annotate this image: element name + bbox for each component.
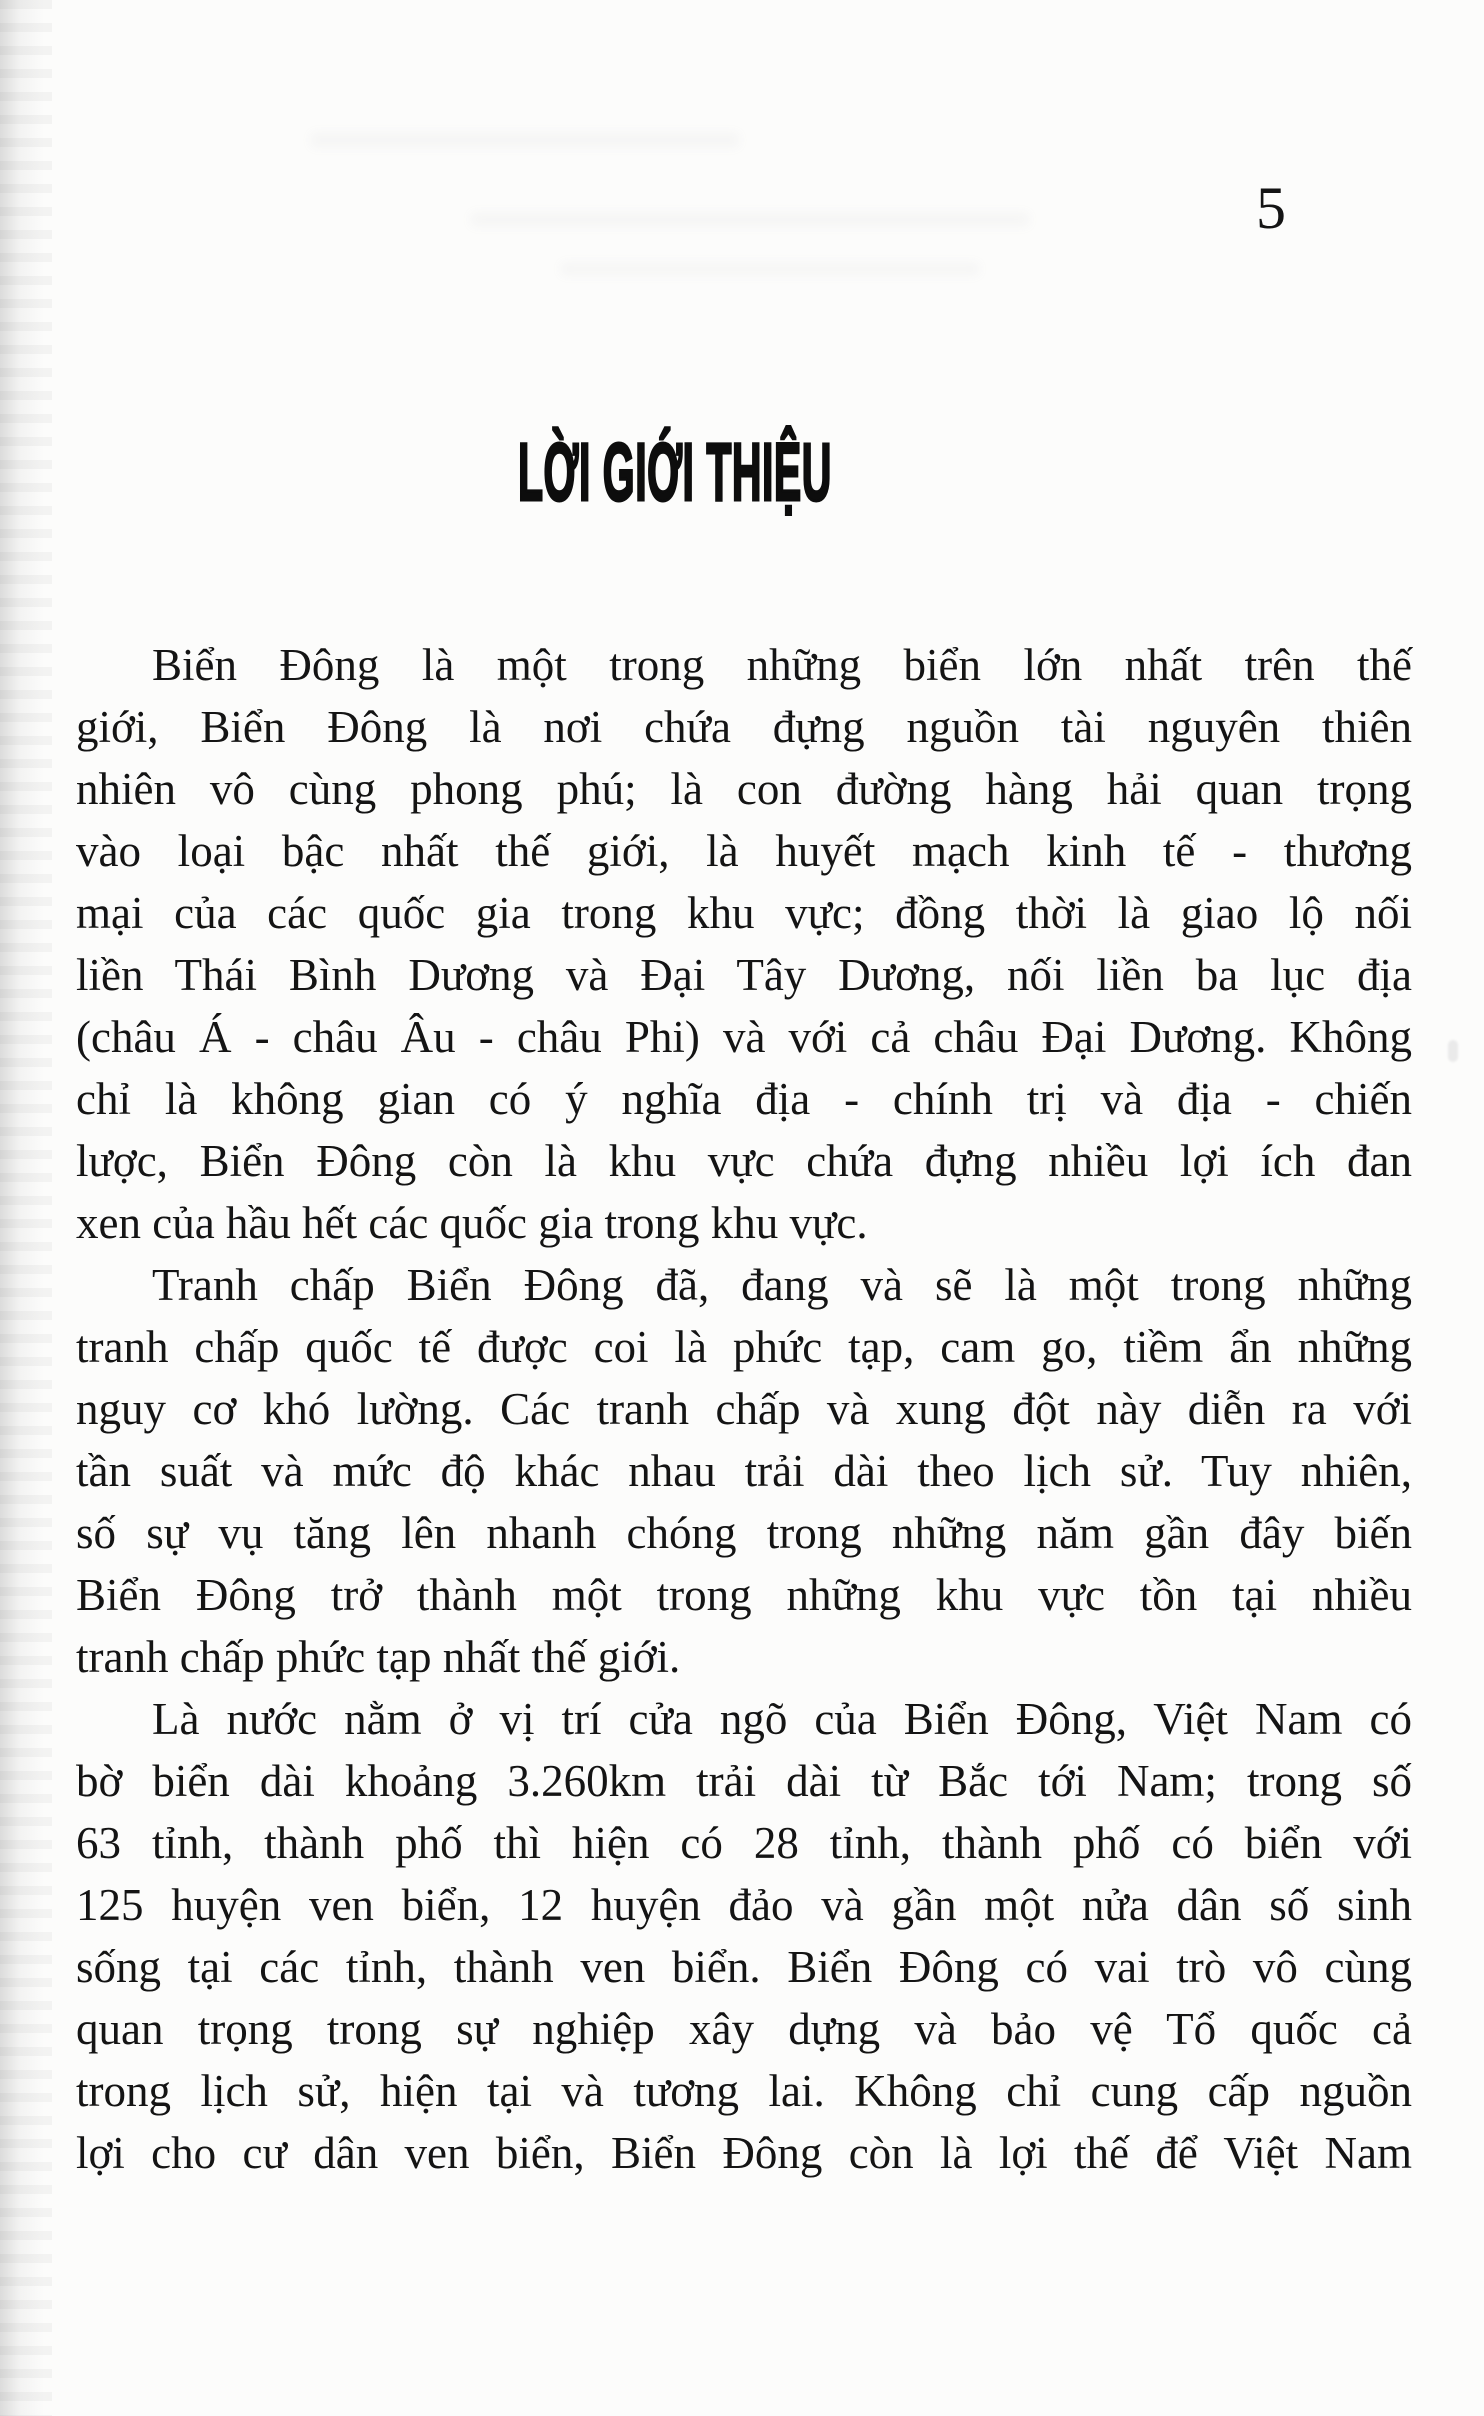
text-line: Là nước nằm ở vị trí cửa ngõ của Biển Đông, Việt Nam có (152, 1694, 1412, 1744)
text-line: tần suất và mức độ khác nhau trải dài theo lịch sử. Tuy nhiên, (76, 1446, 1412, 1496)
text-line: bờ biển dài khoảng 3.260km trải dài từ Bắc tới Nam; trong số (76, 1756, 1412, 1806)
paragraph (76, 1688, 1412, 2184)
page-title: LỜI GIỚI THIỆU (518, 427, 832, 518)
text-line: số sự vụ tăng lên nhanh chóng trong những năm gần đây biến (76, 1508, 1412, 1558)
text-line: Biển Đông là một trong những biển lớn nhất trên thế (152, 640, 1412, 690)
text-line: nguy cơ khó lường. Các tranh chấp và xung đột này diễn ra với (76, 1384, 1412, 1434)
show-through-smudge (310, 132, 740, 148)
show-through-smudge (470, 212, 1030, 227)
text-line: tranh chấp quốc tế được coi là phức tạp, cam go, tiềm ẩn những (76, 1322, 1412, 1372)
text-line: 125 huyện ven biển, 12 huyện đảo và gần một nửa dân số sinh (76, 1880, 1412, 1930)
text-line: tranh chấp phức tạp nhất thế giới. (76, 1632, 681, 1682)
paragraph (76, 1254, 1412, 1688)
text-line: quan trọng trong sự nghiệp xây dựng và bảo vệ Tổ quốc cả (76, 2004, 1412, 2054)
body-text (76, 634, 1412, 2184)
text-line: mại của các quốc gia trong khu vực; đồng thời là giao lộ nối (76, 888, 1412, 938)
scan-speck (1448, 1040, 1458, 1062)
text-line: lợi cho cư dân ven biển, Biển Đông còn là lợi thế để Việt Nam (76, 2128, 1412, 2178)
text-line: sống tại các tỉnh, thành ven biển. Biển Đông có vai trò vô cùng (76, 1942, 1412, 1992)
text-line: trong lịch sử, hiện tại và tương lai. Không chỉ cung cấp nguồn (76, 2066, 1412, 2116)
text-line: (châu Á - châu Âu - châu Phi) và với cả châu Đại Dương. Không (76, 1012, 1412, 1062)
text-line: Biển Đông trở thành một trong những khu vực tồn tại nhiều (76, 1570, 1412, 1620)
page-number: 5 (1256, 175, 1286, 241)
text-line: lược, Biển Đông còn là khu vực chứa đựng nhiều lợi ích đan (76, 1136, 1412, 1186)
text-line: 63 tỉnh, thành phố thì hiện có 28 tỉnh, thành phố có biển với (76, 1818, 1412, 1868)
text-line: Tranh chấp Biển Đông đã, đang và sẽ là một trong những (152, 1260, 1412, 1310)
paragraph (76, 634, 1412, 1254)
text-line: xen của hầu hết các quốc gia trong khu vực. (76, 1198, 868, 1248)
text-line: nhiên vô cùng phong phú; là con đường hàng hải quan trọng (76, 764, 1412, 814)
scan-edge-shadow (0, 0, 52, 2416)
text-line: vào loại bậc nhất thế giới, là huyết mạch kinh tế - thương (76, 826, 1412, 876)
show-through-smudge (560, 262, 980, 276)
text-line: chỉ là không gian có ý nghĩa địa - chính trị và địa - chiến (76, 1074, 1412, 1124)
text-line: giới, Biển Đông là nơi chứa đựng nguồn tài nguyên thiên (76, 702, 1412, 752)
text-line: liền Thái Bình Dương và Đại Tây Dương, nối liền ba lục địa (76, 950, 1412, 1000)
